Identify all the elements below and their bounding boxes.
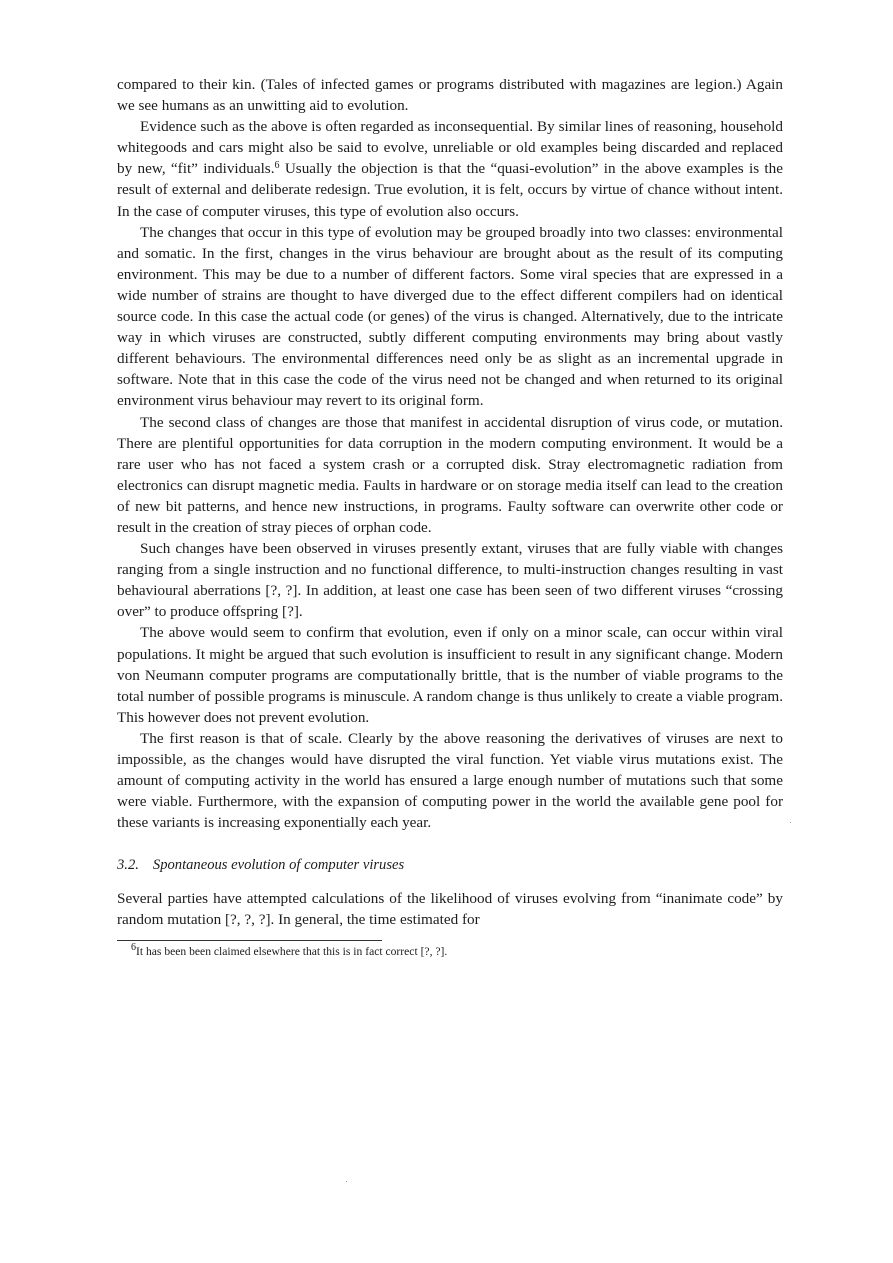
footnote-text: It has been been claimed elsewhere that this is in fact correct [?, ?].	[136, 944, 448, 958]
section-number: 3.2.	[117, 857, 139, 874]
footnote	[117, 941, 783, 960]
scan-speck	[790, 822, 791, 823]
paragraph-viral-populations: The above would seem to confirm that evolution, even if only on a minor scale, can occur within viral populations. It might be argued that such evolution is insufficient to result in any significant change. Modern von Neumann computer programs are computationally brittle, that is the number of viable programs to the total number of possible programs is minuscule. A random change is thus unlikely to create a viable program. This however does not prevent evolution.	[117, 624, 783, 726]
paper-page	[117, 74, 783, 960]
paragraph-observed-changes: Such changes have been observed in viruses presently extant, viruses that are fully viable with changes ranging from a single instruction and no functional difference, to multi-instruction changes resulting in vast behavioural aberrations [?, ?]. In addition, at least one case has been seen of two different viruses “crossing over” to produce offspring [?].	[117, 540, 783, 621]
section-title: Spontaneous evolution of computer viruses	[152, 857, 405, 874]
paragraph-evidence	[117, 116, 783, 221]
paragraph-continuation: compared to their kin. (Tales of infected games or programs distributed with magazines are legion.) Again we see humans as an unwitting aid to evolution.	[117, 76, 783, 115]
footnote-reference: 6	[274, 160, 280, 172]
paragraph-section-intro: Several parties have attempted calculations of the likelihood of viruses evolving from “inanimate code” by random mutation [?, ?, ?]. In general, the time estimated for	[117, 890, 783, 929]
paragraph-scale: The first reason is that of scale. Clearly by the above reasoning the derivatives of viruses are next to impossible, as the changes would have disrupted the viral function. Yet viable virus mutations exist. The amount of computing activity in the world has ensured a large enough number of mutations such that some were viable. Furthermore, with the expansion of computing power in the world the available gene pool for these variants is increasing exponentially each year.	[117, 729, 783, 832]
paragraph-environmental-somatic: The changes that occur in this type of evolution may be grouped broadly into two classes: environmental and somatic. In the first, changes in the virus behaviour are brought about as the result of its computing environment. This may be due to a number of different factors. Some viral species that are expressed in a wide number of strains are thought to have diverged due to the effect different compilers had on identical source code. In this case the actual code (or genes) of the virus is changed. Alternatively, due to the intricate way in which viruses are constructed, subtly different computing environments may bring about vastly different behaviours. The environmental differences need only be as slight as an incremental upgrade in software. Note that in this case the code of the virus need not be changed and when returned to its original environment virus behaviour may revert to its original form.	[117, 223, 783, 410]
footnote-divider	[117, 940, 382, 941]
scan-speck	[346, 1181, 347, 1182]
section-heading	[117, 855, 783, 875]
paragraph-evidence-text: Evidence such as the above is often regarded as inconsequential. By similar lines of reasoning, household whitegoods and cars might also be said to evolve, unreliable or old examples being discarded and replaced by new, “fit” individuals.	[117, 118, 783, 178]
footnote-marker: 6	[131, 941, 136, 953]
paragraph-mutation: The second class of changes are those that manifest in accidental disruption of virus code, or mutation. There are plentiful opportunities for data corruption in the modern computing environment. It would be a rare user who has not faced a system crash or a corrupted disk. Stray electromagnetic radiation from electronics can disrupt magnetic media. Faults in hardware or on storage media itself can lead to the creation of new bit patterns, and hence new instructions, in programs. Faulty software can overwrite other code or result in the creation of stray pieces of orphan code.	[117, 413, 783, 536]
paragraph-evidence-text-continued: Usually the objection is that the “quasi-evolution” in the above examples is the result of external and deliberate redesign. True evolution, it is felt, occurs by virtue of chance without intent. In the case of computer viruses, this type of evolution also occurs.	[117, 160, 783, 220]
